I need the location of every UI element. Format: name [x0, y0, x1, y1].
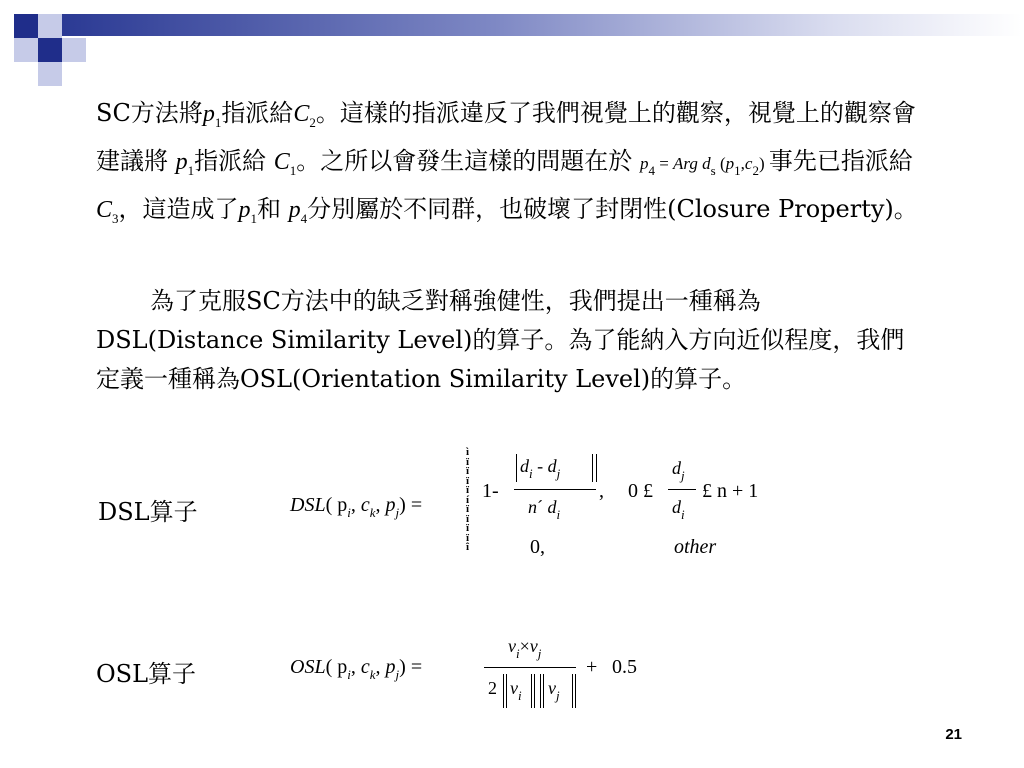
norm-bar [531, 674, 532, 708]
math-eq: ) = [399, 656, 423, 678]
math-C: C [96, 197, 113, 223]
math-p: p [385, 656, 396, 678]
osl-denominator [488, 678, 497, 699]
math-sub: j [395, 667, 400, 682]
math-p: p [385, 494, 396, 516]
decoration-square [14, 14, 38, 38]
dsl-one-minus: 1- [482, 480, 499, 502]
math-sub: 4 [300, 211, 308, 226]
math-n: n [528, 497, 537, 517]
p1-text-2: 指派給 [221, 99, 294, 127]
osl-numerator [508, 636, 541, 662]
math-p: p [175, 149, 188, 175]
decoration-square [38, 14, 62, 38]
math-p: p [288, 197, 301, 223]
abs-bar-right [596, 454, 597, 482]
math-sub: 1 [289, 163, 297, 178]
math-sub: 1 [187, 163, 195, 178]
math-sub: i [347, 667, 351, 682]
p1-text-3: 。這樣的指派違反了我們視覺上的觀察，視覺上的觀察會建議將 [96, 99, 916, 175]
dsl-case2-value: 0, [530, 536, 545, 558]
decoration-square [14, 38, 38, 62]
math-times: ´ [537, 497, 543, 517]
header-gradient-bar [62, 14, 1022, 36]
math-c: c [360, 656, 370, 678]
norm-bar [506, 674, 507, 708]
math-sub: j [395, 505, 400, 520]
decoration-square [38, 38, 62, 62]
math-sub: j [556, 688, 560, 703]
math-C: C [293, 101, 310, 127]
p1-text-8: 和 [257, 195, 282, 223]
paragraph-2: 為了克服SC方法中的缺乏對稱強健性，我們提出一種稱為DSL(Distance Similarity Level)的算子。為了能納入方向近似程度，我們定義一種稱為OSL(Orientation Similarity Level)的算子。 [96, 287, 905, 393]
p1-text-9: 分別屬於不同群，也破壞了封閉性(Closure Property)。 [307, 195, 918, 223]
math-arg: Arg [673, 154, 698, 173]
math-sub: i [529, 466, 533, 481]
piecewise-brace: ì ï ï ï ï í ï ï ï ï î [466, 446, 470, 553]
osl-lhs: OSL( $p_i$, $c_k$, $p_j$) = [290, 656, 423, 682]
norm-bar [503, 674, 504, 708]
dsl-denominator [528, 497, 560, 523]
osl-plus: + [586, 656, 598, 678]
norm-bar [572, 674, 573, 708]
decoration-square [38, 62, 62, 86]
math-v: v [508, 636, 516, 656]
dsl-condition-right: £ n + 1 [702, 480, 759, 502]
math-sub: k [369, 505, 376, 520]
math-sub: i [556, 507, 561, 522]
math-p: p [725, 154, 735, 173]
math-sub: 3 [112, 211, 119, 226]
osl-norm-vi [510, 678, 522, 704]
math-sub: s [710, 163, 716, 178]
math-p: p [202, 101, 215, 127]
math-sub: 2 [752, 163, 759, 178]
math-C: C [273, 149, 290, 175]
math-c: c [744, 154, 753, 173]
dsl-case2-condition: other [674, 536, 717, 558]
abs-bar-right [592, 454, 593, 482]
math-d: d [672, 458, 681, 478]
math-name: OSL [290, 656, 326, 678]
math-v: v [548, 678, 556, 698]
fraction-bar [668, 489, 696, 490]
math-d: d [547, 497, 557, 517]
norm-bar [540, 674, 541, 708]
dsl-cond-num [672, 458, 685, 484]
dsl-label: DSL算子 [98, 498, 198, 526]
norm-bar [575, 674, 576, 708]
math-sub: 1 [734, 163, 741, 178]
fraction-bar [484, 667, 576, 668]
math-v: v [529, 636, 538, 656]
dsl-condition-left: 0 £ [628, 480, 653, 502]
math-d: d [547, 456, 557, 476]
p1-text-6: 事先已指派給 [768, 147, 913, 175]
page-number: 21 [945, 726, 962, 743]
math-dot: × [519, 636, 530, 656]
math-eq: ) = [399, 494, 423, 516]
osl-norm-vj [548, 678, 560, 704]
paragraph-1 [96, 94, 926, 238]
osl-label: OSL算子 [96, 660, 197, 688]
math-sub: i [516, 646, 520, 661]
math-sub: 4 [648, 163, 655, 178]
math-d: d [520, 456, 529, 476]
math-sub: k [369, 667, 376, 682]
math-sub: 1 [214, 115, 222, 130]
math-d: d [702, 154, 711, 173]
math-sub: 2 [309, 115, 316, 130]
abs-bar-left [516, 454, 517, 482]
osl-half: 0.5 [612, 656, 637, 678]
math-comma: , [740, 154, 745, 173]
math-name: DSL [290, 494, 326, 516]
dsl-case1-comma: , [599, 480, 604, 502]
dsl-lhs: DSL( $p_i$, $c_k$, $p_j$) = [290, 494, 423, 520]
math-sub: 1 [250, 211, 258, 226]
argmin-expression [639, 154, 769, 178]
math-sub: i [681, 507, 685, 522]
math-sub: j [556, 466, 561, 481]
math-d: d [672, 497, 681, 517]
math-eq: = [659, 154, 669, 173]
math-two: 2 [488, 678, 497, 698]
math-sub: i [347, 505, 351, 520]
math-paren: ( [719, 154, 726, 173]
p1-text-1: SC方法將 [96, 99, 203, 127]
p1-text-4: 指派給 [194, 147, 267, 175]
math-args: ( p [325, 656, 348, 678]
math-v: v [510, 678, 518, 698]
math-args: ( p [325, 494, 348, 516]
math-minus: - [537, 456, 544, 476]
math-sub: j [681, 468, 685, 483]
norm-bar [534, 674, 535, 708]
p1-text-5: 。之所以會發生這樣的問題在於 [296, 147, 633, 175]
norm-bar [543, 674, 544, 708]
math-c: c [360, 494, 370, 516]
math-paren: ) [758, 154, 765, 173]
dsl-numerator [520, 456, 560, 482]
math-sub: j [537, 646, 542, 661]
math-sub: i [518, 688, 522, 703]
math-p: p [238, 197, 251, 223]
math-p: p [639, 154, 649, 173]
fraction-bar [514, 489, 596, 490]
dsl-cond-den [672, 497, 685, 523]
p1-text-7: ，這造成了 [118, 195, 239, 223]
decoration-square [62, 38, 86, 62]
